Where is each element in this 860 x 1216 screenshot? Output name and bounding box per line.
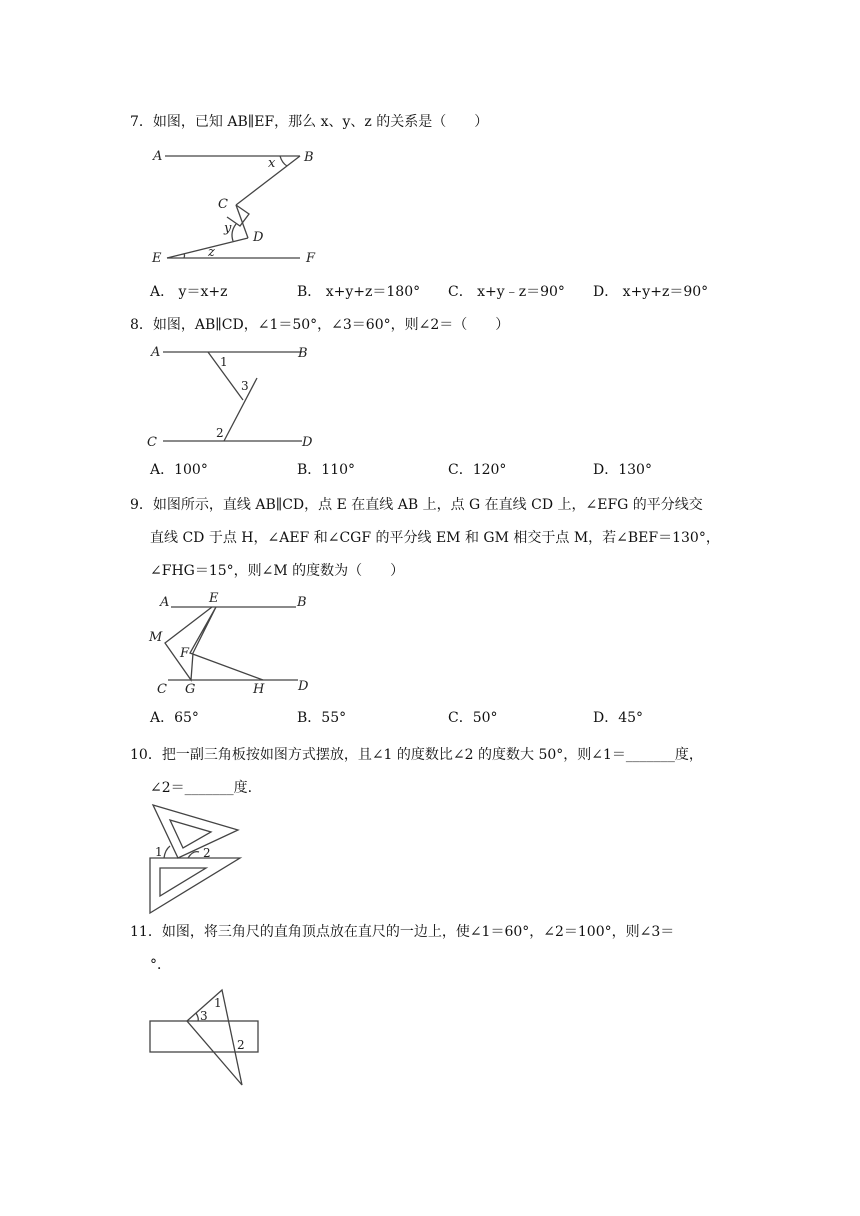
q9-line1: 9．如图所示，直线 AB∥CD，点 E 在直线 AB 上，点 G 在直线 CD 上，∠EFG 的平分线交 <box>130 497 703 513</box>
q11-label-3: 3 <box>200 1009 208 1023</box>
q8-stem: 8．如图，AB∥CD，∠1＝50°，∠3＝60°，则∠2＝（ ） <box>130 317 510 333</box>
q11-label-2: 2 <box>237 1038 245 1052</box>
q7-label-B: B <box>304 150 314 165</box>
q7-option-a: A． y＝x+z <box>150 284 228 300</box>
q7-label-z: z <box>208 245 215 260</box>
q9-label-M: M <box>149 630 163 645</box>
q10-line1: 10．把一副三角板按如图方式摆放，且∠1 的度数比∠2 的度数大 50°，则∠1＝_______度， <box>130 747 703 763</box>
q11-line2: °． <box>150 957 171 973</box>
q9-label-H: H <box>253 682 265 697</box>
q9-label-G: G <box>185 682 196 697</box>
q9-option-a: A．65° <box>150 710 199 726</box>
q8-label-2: 2 <box>216 426 224 440</box>
q11-line1: 11．如图，将三角尺的直角顶点放在直尺的一边上，使∠1＝60°，∠2＝100°，则∠3＝ <box>130 924 675 940</box>
q9-line2: 直线 CD 于点 H，∠AEF 和∠CGF 的平分线 EM 和 GM 相交于点 M，若∠BEF＝130°， <box>150 530 720 546</box>
q8-option-b: B．110° <box>297 462 356 478</box>
q9-label-D: D <box>298 679 309 694</box>
q8-label-C: C <box>147 435 157 450</box>
q7-label-A: A <box>153 149 163 164</box>
q9-option-d: D．45° <box>593 710 644 726</box>
q7-option-c: C． x+y﹣z＝90° <box>448 284 565 300</box>
q11-label-1: 1 <box>214 996 222 1010</box>
q7-option-b: B． x+y+z＝180° <box>297 284 421 300</box>
q10-label-1: 1 <box>155 845 163 859</box>
q8-option-d: D．130° <box>593 462 652 478</box>
q7-option-d: D． x+y+z＝90° <box>593 284 709 300</box>
q8-label-B: B <box>298 346 308 361</box>
q9-label-B: B <box>297 595 307 610</box>
q9-label-C: C <box>157 682 167 697</box>
q9-line3: ∠FHG＝15°，则∠M 的度数为（ ） <box>150 563 405 579</box>
q10-label-2: 2 <box>203 846 211 860</box>
q7-label-F: F <box>306 251 316 266</box>
q8-label-A: A <box>151 345 161 360</box>
q7-label-E: E <box>152 251 162 266</box>
q9-option-b: B．55° <box>297 710 347 726</box>
q9-label-A: A <box>160 595 170 610</box>
q8-label-D: D <box>302 435 313 450</box>
q7-label-C: C <box>218 197 228 212</box>
q9-label-E: E <box>209 591 219 606</box>
q8-label-1: 1 <box>220 355 228 369</box>
q8-option-c: C．120° <box>448 462 507 478</box>
q9-option-c: C．50° <box>448 710 498 726</box>
q7-stem: 7．如图，已知 AB∥EF，那么 x、y、z 的关系是（ ） <box>130 114 489 130</box>
q7-label-D: D <box>253 230 264 245</box>
q10-line2: ∠2＝_______度. <box>150 780 253 796</box>
q8-option-a: A．100° <box>150 462 208 478</box>
q9-label-F: F <box>180 646 190 661</box>
q8-label-3: 3 <box>241 379 249 393</box>
q7-label-y: y <box>224 221 232 236</box>
q7-label-x: x <box>268 156 276 171</box>
